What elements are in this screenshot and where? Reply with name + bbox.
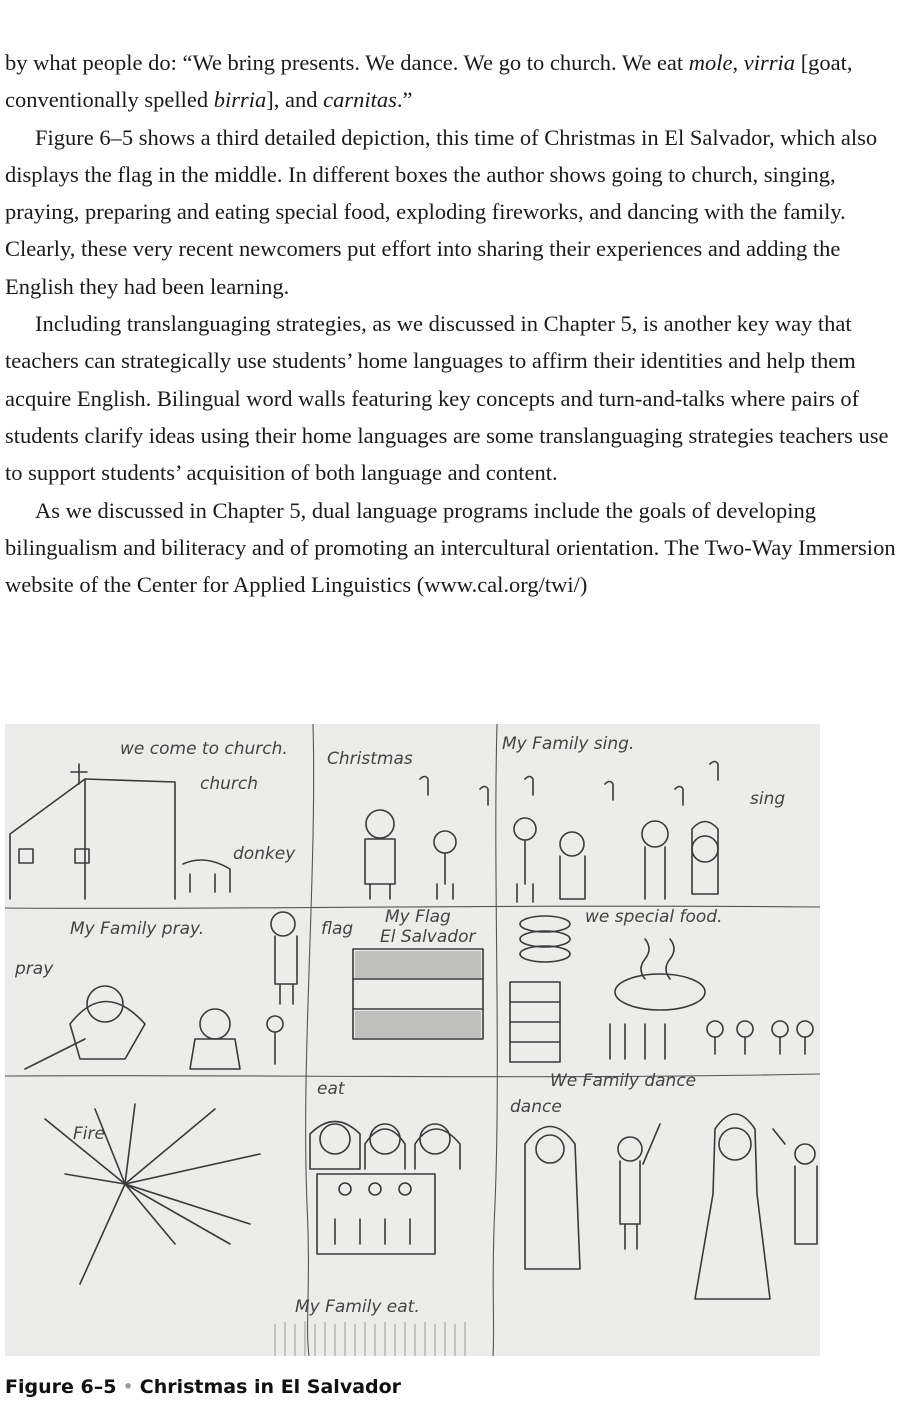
paragraph-4: As we discussed in Chapter 5, dual language programs include the goals of developing bilingualism and biliteracy and of promoting an intercultural orientation. The Two-Way Immersion website of the Center for Applied Linguistics (www.cal.org/twi/) [5, 497, 896, 598]
flag-bottom-stripe [355, 1011, 481, 1038]
dancing-family-drawing [525, 1114, 817, 1299]
paragraph-2: Figure 6–5 shows a third detailed depiction, this time of Christmas in El Salvador, which also displays the flag in the middle. In different boxes the author shows going to church, singing, praying, preparing and eating special food, exploding fireworks, and dancing with the family. Clearly, these very recent newcomers put effort into sharing their experiences and adding the English they had been learning. [5, 124, 878, 299]
caption-separator: • [122, 1376, 134, 1398]
child-drawing [5, 724, 820, 1356]
church-drawing [10, 764, 230, 899]
singers-right-drawing [514, 762, 718, 903]
figure-title: Christmas in El Salvador [139, 1376, 402, 1398]
sing-text: sing [750, 789, 786, 809]
singers-left-drawing [365, 777, 488, 900]
flag-top-stripe [355, 951, 481, 978]
paragraph-1: by what people do: “We bring presents. We dance. We go to church. We eat mole, virria [goat, conventionally spelled birria], and carnitas.” [5, 50, 853, 113]
panel-grid [5, 724, 820, 1356]
family-eat-text: My Family eat. [295, 1297, 420, 1317]
fire-text: Fire [73, 1124, 105, 1144]
figure-label: Figure 6–5 [5, 1376, 117, 1398]
body-text [5, 44, 910, 603]
paragraph-3: Including translanguaging strategies, as we discussed in Chapter 5, is another key way that teachers can strategically use students’ home languages to affirm their identities and help them acquire English. Bilingual word walls featuring key concepts and turn-and-talks where pairs of students clarify ideas using their home languages are some translanguaging strategies teachers use to support students’ acquisition of both language and content. [5, 311, 889, 486]
special-food-drawing [510, 916, 813, 1062]
dance-text: dance [510, 1097, 562, 1117]
christmas-drawing-figure [5, 724, 820, 1356]
eat-text: eat [317, 1079, 345, 1099]
church-title-text: we come to church. [120, 739, 288, 759]
el-salvador-text: El Salvador [380, 927, 476, 947]
special-food-text: we special food. [585, 907, 723, 927]
family-pray-text: My Family pray. [70, 919, 205, 939]
ground-hatching [275, 1321, 465, 1356]
donkey-text: donkey [233, 844, 296, 864]
eating-family-drawing [310, 1122, 460, 1255]
christmas-text: Christmas [327, 749, 413, 769]
figure-caption [5, 1376, 401, 1398]
flag-label-text: flag [321, 919, 354, 939]
pray-text: pray [15, 959, 54, 979]
my-flag-text: My Flag [385, 907, 451, 927]
church-label-text: church [200, 774, 259, 794]
family-sing-text: My Family sing. [502, 734, 635, 754]
family-dance-text: We Family dance [550, 1071, 697, 1091]
